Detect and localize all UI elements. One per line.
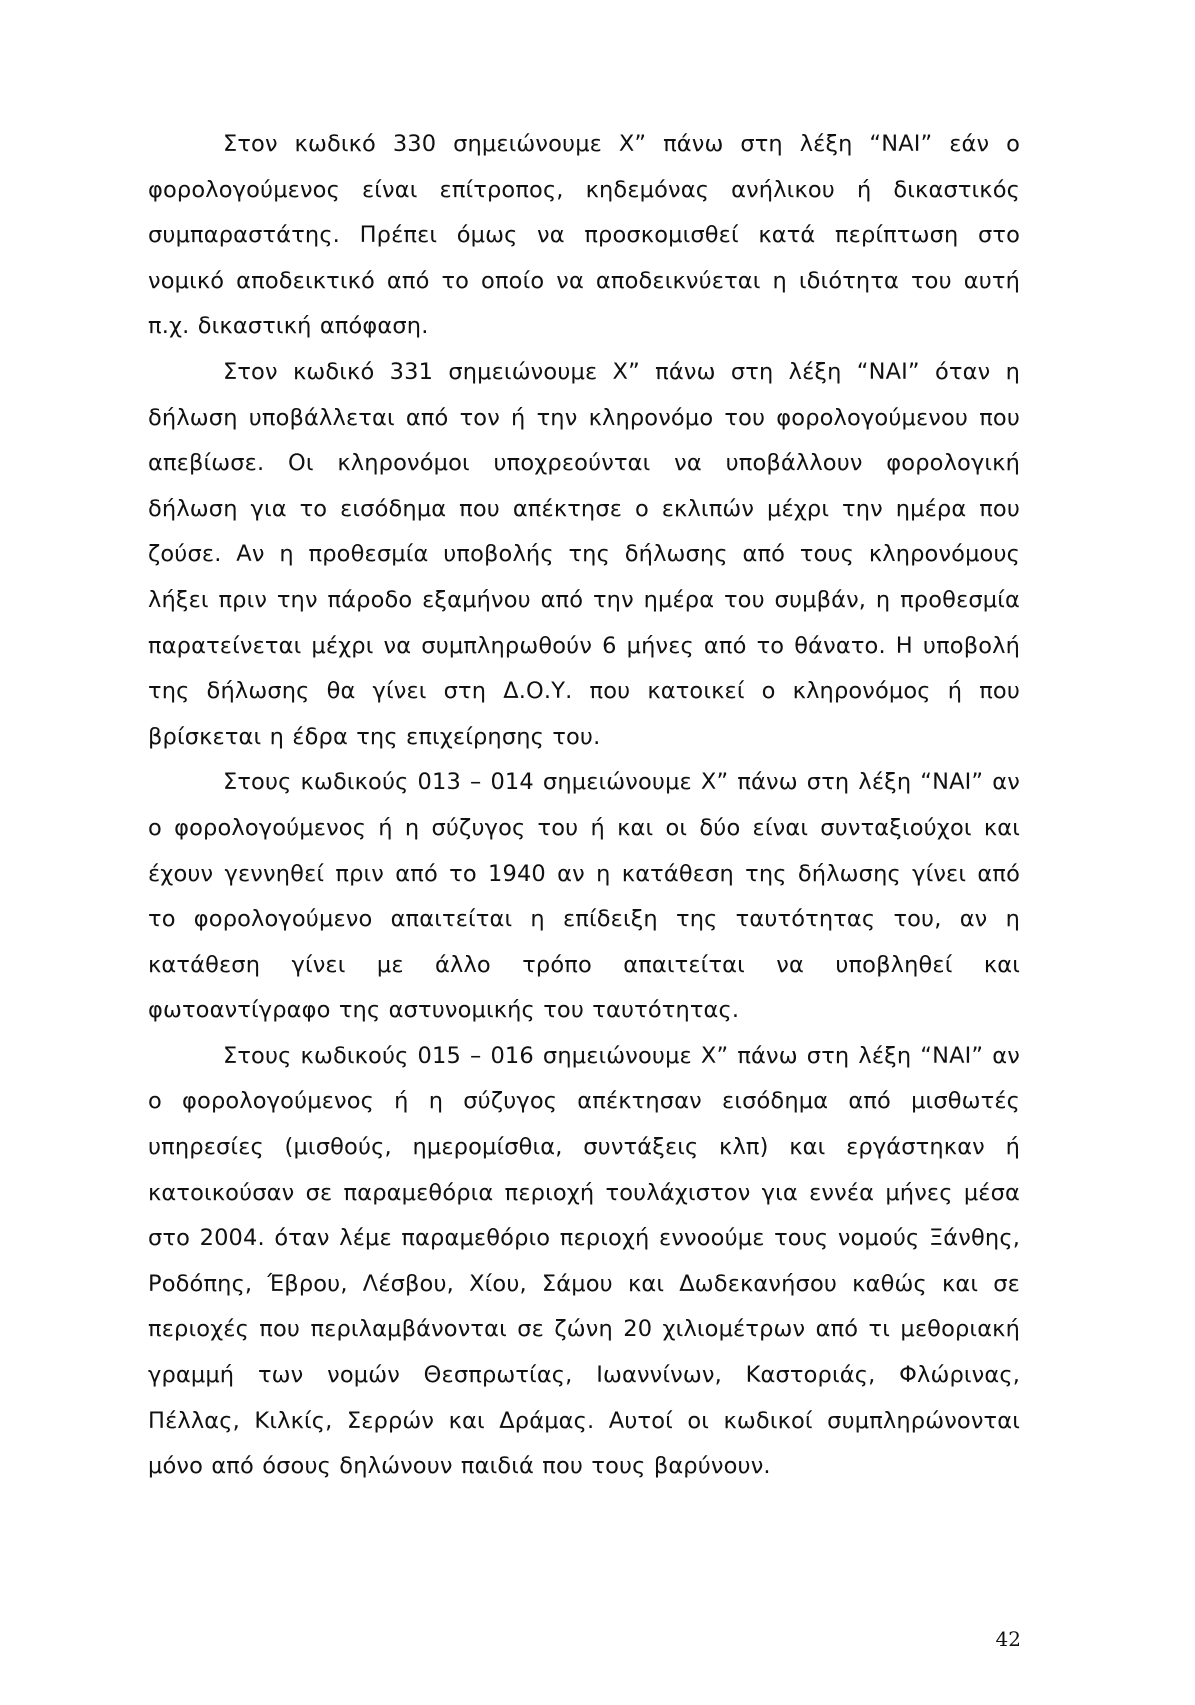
paragraph-code-330: Στον κωδικό 330 σημειώνουμε Χ” πάνω στη λέξη “ΝΑΙ” εάν ο φορολογούμενος είναι επίτροπος, κηδεμόνας ανήλικου ή δικαστικός συμπαραστάτης. Πρέπει όμως να προσκομισθεί κατά περίπτωση στο νομικό αποδεικτικό από το οποίο να αποδεικνύεται η ιδιότητα του αυτή π.χ. δικαστική απόφαση. xyxy=(148,131,1020,340)
body-text xyxy=(148,122,1020,1490)
paragraph-codes-013-014: Στους κωδικούς 013 – 014 σημειώνουμε Χ” πάνω στη λέξη “ΝΑΙ” αν ο φορολογούμενος ή η σύζυγος του ή και οι δύο είναι συνταξιούχοι και έχουν γεννηθεί πριν από το 1940 αν η κατάθεση της δήλωσης γίνει από το φορολογούμενο απαιτείται η επίδειξη της ταυτότητας του, αν η κατάθεση γίνει με άλλο τρόπο απαιτείται να υποβληθεί και φωτοαντίγραφο της αστυνομικής του ταυτότητας. xyxy=(148,769,1020,1024)
paragraph-code-331: Στον κωδικό 331 σημειώνουμε Χ” πάνω στη λέξη “ΝΑΙ” όταν η δήλωση υποβάλλεται από τον ή την κληρονόμο του φορολογούμενου που απεβίωσε. Οι κληρονόμοι υποχρεούνται να υποβάλλουν φορολογική δήλωση για το εισόδημα που απέκτησε ο εκλιπών μέχρι την ημέρα που ζούσε. Αν η προθεσμία υποβολής της δήλωσης από τους κληρονόμους λήξει πριν την πάροδο εξαμήνου από την ημέρα του συμβάν, η προθεσμία παρατείνεται μέχρι να συμπληρωθούν 6 μήνες από το θάνατο. Η υποβολή της δήλωσης θα γίνει στη Δ.Ο.Υ. που κατοικεί ο κληρονόμος ή που βρίσκεται η έδρα της επιχείρησης του. xyxy=(148,358,1020,750)
paragraph-codes-015-016: Στους κωδικούς 015 – 016 σημειώνουμε Χ” πάνω στη λέξη “ΝΑΙ” αν ο φορολογούμενος ή η σύζυγος απέκτησαν εισόδημα από μισθωτές υπηρεσίες (μισθούς, ημερομίσθια, συντάξεις κλπ) και εργάστηκαν ή κατοικούσαν σε παραμεθόρια περιοχή τουλάχιστον για εννέα μήνες μέσα στο 2004. όταν λέμε παραμεθόριο περιοχή εννοούμε τους νομούς Ξάνθης, Ροδόπης, Έβρου, Λέσβου, Χίου, Σάμου και Δωδεκανήσου καθώς και σε περιοχές που περιλαμβάνονται σε ζώνη 20 χιλιομέτρων από τι μεθοριακή γραμμή των νομών Θεσπρωτίας, Ιωαννίνων, Καστοριάς, Φλώρινας, Πέλλας, Κιλκίς, Σερρών και Δράμας. Αυτοί οι κωδικοί συμπληρώνονται μόνο από όσους δηλώνουν παιδιά που τους βαρύνουν. xyxy=(148,1042,1020,1480)
page-number: 42 xyxy=(995,1627,1021,1651)
